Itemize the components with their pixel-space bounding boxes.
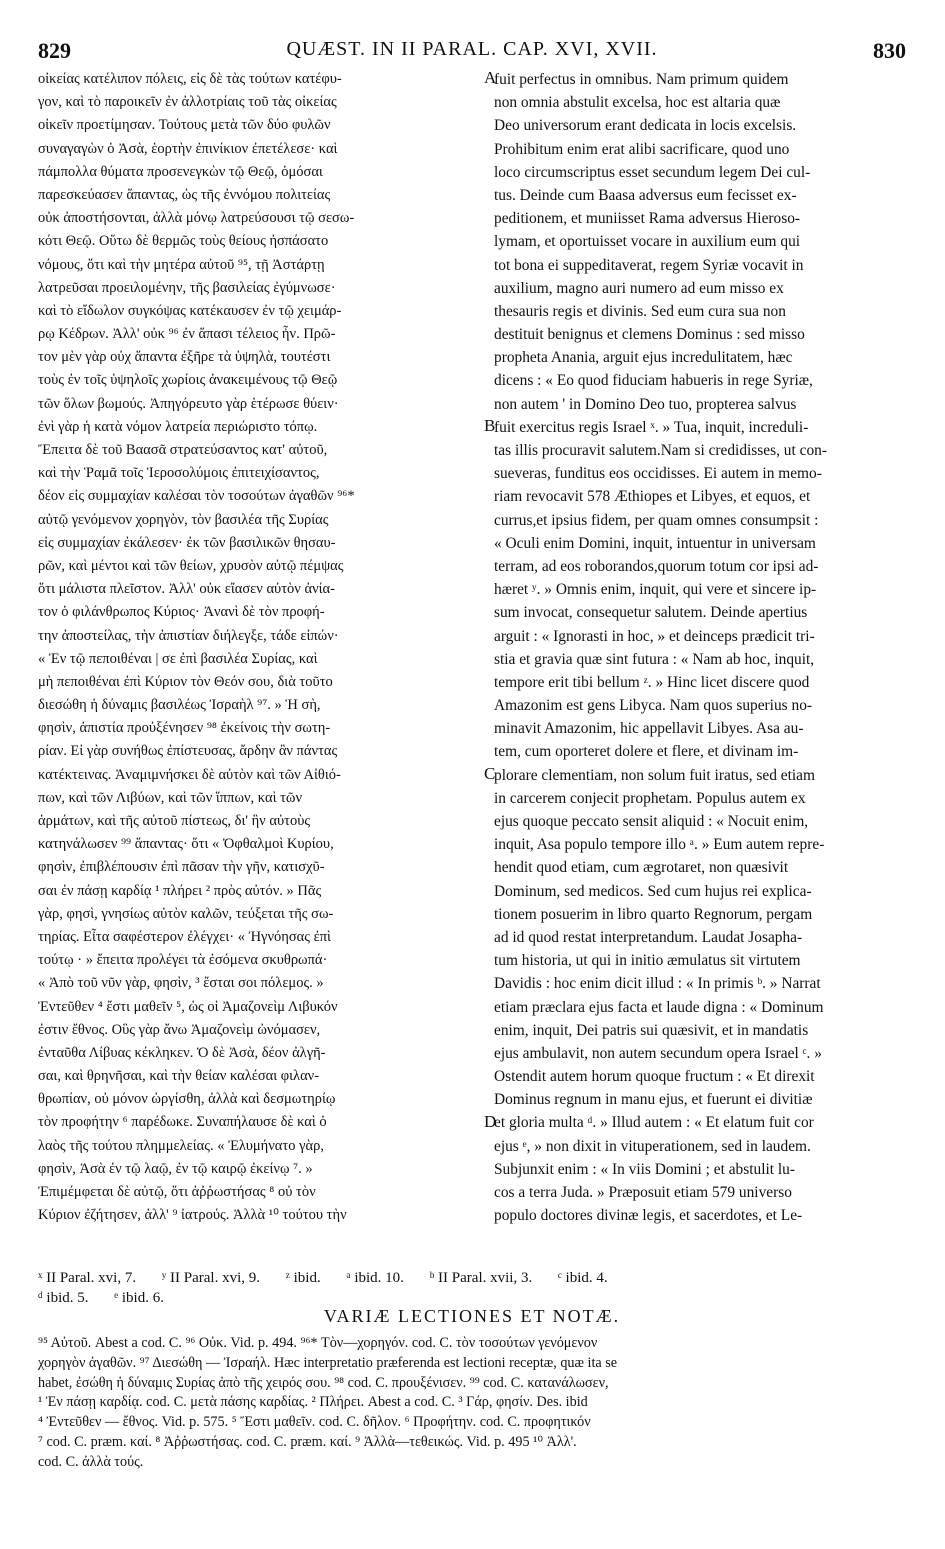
latin-text-line: fuit perfectus in omnibus. Nam primum quidem <box>494 71 789 88</box>
page-number-right: 830 <box>873 38 906 63</box>
latin-column <box>494 68 906 1227</box>
latin-text-line: dicens : « Eo quod fiduciam habueris in rege Syriæ, <box>494 372 813 390</box>
greek-text-line: δέον εἰς συμμαχίαν καλέσαι τὸν τοσούτων ἀγαθῶν ⁹⁶* <box>38 488 355 505</box>
latin-text-line: minavit Amazonim, hic appellavit Libyes. Asa au- <box>494 720 804 738</box>
latin-text-line: auxilium, magno auri numero ad eum misso ex <box>494 279 784 297</box>
greek-text-line: Ἐντεῦθεν ⁴ ἔστι μαθεῖν ⁵, ὡς οἱ Ἀμαζονεὶμ Λιβυκόν <box>38 998 338 1015</box>
scripture-ref: ʸ II Paral. xvi, 9. <box>161 1270 261 1286</box>
scripture-ref-row <box>38 1268 906 1288</box>
greek-text-line: κατηνάλωσεν ⁹⁹ ἅπαντας· ὅτι « Ὀφθαλμοὶ Κυρίου, <box>38 836 334 853</box>
note-line: cod. C. ἀλλὰ τούς. <box>38 1453 144 1470</box>
latin-text-line: ejus ᵉ, » non dixit in vituperationem, sed in laudem. <box>494 1137 811 1155</box>
latin-text-line: fuit exercitus regis Israel ˣ. » Tua, inquit, increduli- <box>494 418 809 436</box>
greek-text-line: « Ἀπὸ τοῦ νῦν γὰρ, φησὶν, ³ ἔσται σοι πόλεμος. » <box>38 975 324 992</box>
greek-text-line: ρῳ Κέδρων. Ἀλλ' οὐκ ⁹⁶ ἐν ἅπασι τέλειος ἦν. Πρῶ- <box>38 326 336 343</box>
greek-text-line: φησὶν, Ἀσὰ ἐν τῷ λαῷ, ἐν τῷ καιρῷ ἐκείνῳ ⁷. » <box>38 1160 313 1177</box>
greek-text-line: ἐνὶ γὰρ ἡ κατὰ νόμον λατρεία περιώριστο τόπῳ. <box>38 418 318 435</box>
latin-text-line: currus,et ipsius fidem, per quam omnes consumpsit : <box>494 511 819 529</box>
greek-text-line: καὶ τὴν Ῥαμᾶ τοῖς Ἱεροσολύμοις ἐπιτειχίσαντος, <box>38 465 320 482</box>
latin-text-line: Amazonim est gens Libyca. Nam quos superius no- <box>494 697 813 715</box>
latin-text-line: Davidis : hoc enim dicit illud : « In primis ᵇ. » Narrat <box>494 975 821 993</box>
greek-text-line: τον ὁ φιλάνθρωπος Κύριος· Ἀνανὶ δὲ τὸν προφή- <box>38 604 325 621</box>
latin-text-line: stia et gravia quæ sint futura : « Nam ab hoc, inquit, <box>494 650 815 668</box>
greek-text-line: πων, καὶ τῶν Λιβύων, καὶ τῶν ἵππων, καὶ τῶν <box>38 789 303 806</box>
latin-text-line: non omnia abstulit excelsa, hoc est altaria quæ <box>494 94 781 112</box>
greek-text-line: λατρεῦσαι προειλομένην, τῆς βασιλείας ἐγύμνωσε· <box>38 279 336 296</box>
greek-text-line: σαι, καὶ θρηνῆσαι, καὶ τὴν θείαν καλέσαι φιλαν- <box>38 1068 320 1085</box>
greek-text-line: θρωπίαν, οὐ μόνον ὠργίσθη, ἀλλὰ καὶ δεσμωτηρίῳ <box>38 1091 336 1108</box>
scripture-references <box>38 1268 906 1308</box>
greek-text-line: ρῶν, καὶ μέντοι καὶ τῶν θείων, χρυσὸν αὐτῷ πέμψας <box>38 557 344 574</box>
section-marker: A <box>484 68 497 87</box>
latin-text-line: tem, cum oporteret dolere et flere, et divinam im- <box>494 743 799 761</box>
greek-text-line: κότι Θεῷ. Οὕτω δὲ θερμῶς τοὺς θείους ἠσπάσατο <box>38 233 329 250</box>
scripture-ref: ᵈ ibid. 5. <box>38 1290 89 1306</box>
greek-text-line: νόμους, ὅτι καὶ τὴν μητέρα αὐτοῦ ⁹⁵, τῇ Ἀστάρτῃ <box>38 256 325 273</box>
latin-text-line: thesauris regis et divinis. Sed eum cura sua non <box>494 302 786 320</box>
scripture-ref: ᶻ ibid. <box>285 1270 321 1286</box>
note-line: ⁷ cod. C. præm. καί. ⁸ Ἀῤῥωστήσας. cod. C. præm. καί. ⁹ Ἀλλὰ—τεθεικώς. Vid. p. 495 ¹⁰ Ἀλλ'. <box>38 1433 577 1450</box>
latin-text-line: riam revocavit 578 Æthiopes et Libyes, et equos, et <box>494 488 811 506</box>
note-line: ⁹⁵ Αὐτοῦ. Abest a cod. C. ⁹⁶ Οὐκ. Vid. p. 494. ⁹⁶* Τὸν—χορηγόν. cod. C. τὸν τοσούτων γενόμενον <box>38 1335 598 1351</box>
note-line: ⁴ Ἐντεῦθεν — ἔθνος. Vid. p. 575. ⁵ Ἔστι μαθεῖν. cod. C. δῆλον. ⁶ Προφήτην. cod. C. προφητικόν <box>38 1414 591 1431</box>
scripture-ref: ᶜ ibid. 4. <box>557 1270 608 1286</box>
latin-text-line: plorare clementiam, non solum fuit iratus, sed etiam <box>494 766 815 784</box>
latin-text-line: ejus quoque peccato sensit aliquid : « Nocuit enim, <box>494 813 809 830</box>
latin-text-line: tus. Deinde cum Baasa adversus eum fecisset ex- <box>494 186 797 204</box>
latin-text-line: tot bona ei suppeditaverat, regem Syriæ vocavit in <box>494 256 804 274</box>
greek-text-line: οὐκ ἀποστήσονται, ἀλλὰ μόνῳ λατρεύσουσι τῷ σεσω- <box>38 210 355 227</box>
latin-text-line: hæret ʸ. » Omnis enim, inquit, qui vere et sincere ip- <box>494 581 817 599</box>
latin-text-line: inquit, Asa populo tempore illo ᵃ. » Eum autem repre- <box>494 836 825 854</box>
scripture-ref: ᵃ ibid. 10. <box>346 1270 404 1286</box>
latin-text-line: loco circumscriptus esset secundum legem Dei cul- <box>494 163 811 181</box>
greek-text-line: αὐτῷ γενόμενον χορηγὸν, τὸν βασιλέα τῆς Συρίας <box>38 511 329 528</box>
greek-text-line: Ἐπιμέμφεται δὲ αὐτῷ, ὅτι ἀῤῥωστήσας ⁸ οὐ τὸν <box>38 1184 316 1200</box>
greek-text-line: τούτῳ · » ἔπειτα προλέγει τὰ ἐσόμενα σκυθρωπά· <box>38 952 328 969</box>
greek-text-line: κατέκτεινας. Ἀναμιμνήσκει δὲ αὐτὸν καὶ τῶν Αἰθιό- <box>38 766 341 783</box>
greek-text-line: εἰς συμμαχίαν ἐκάλεσεν· ἐκ τῶν βασιλικῶν θησαυ- <box>38 534 336 551</box>
note-line: ¹ Ἐν πάσῃ καρδίᾳ. cod. C. μετὰ πάσης καρδίας. ² Πλήρει. Abest a cod. C. ³ Γάρ, φησίν. Des. ibid <box>38 1394 588 1411</box>
greek-text-line: ὅτι μάλιστα πλεῖστον. Ἀλλ' οὐκ εἴασεν αὐτὸν ἀνία- <box>38 581 335 598</box>
latin-text-line: Prohibitum enim erat alibi sacrificare, quod uno <box>494 140 790 158</box>
latin-text-line: tionem posuerim in libro quarto Regnorum, pergam <box>494 905 813 923</box>
latin-text-line: tum historia, ut qui in initio æmulatus sit virtutem <box>494 952 801 970</box>
latin-text-line: tas illis procuravit salutem.Nam si credidisses, ut con- <box>494 442 827 459</box>
greek-text-line: τον μὲν γὰρ οὐχ ἅπαντα ἐξῆρε τὰ ὑψηλὰ, τουτέστι <box>38 349 331 366</box>
greek-text-line: συναγαγὼν ὁ Ἀσὰ, ἑορτὴν ἐπινίκιον ἐπετέλεσε· καὶ <box>38 140 338 157</box>
scripture-ref: ᵇ II Paral. xvii, 3. <box>429 1270 533 1286</box>
section-marker: C <box>484 764 496 783</box>
greek-text-line: μὴ πεποιθέναι ἐπὶ Κύριον τὸν Θεόν σου, διὰ τοῦτο <box>38 673 333 690</box>
greek-text-line: γὰρ, φησὶ, γνησίως αὐτὸν καλῶν, τεύξεται τῆς σω- <box>38 905 334 922</box>
latin-text-line: etiam præclara ejus facta et laude digna : « Dominum <box>494 998 824 1016</box>
greek-text-line: Ἔπειτα δὲ τοῦ Βαασᾶ στρατεύσαντος κατ' αὐτοῦ, <box>38 442 328 458</box>
running-header <box>38 30 906 64</box>
scripture-ref-row <box>38 1288 906 1308</box>
greek-text-line: τοὺς ἐν τοῖς ὑψηλοῖς χωρίοις ἀνακειμένους τῷ Θεῷ <box>38 372 338 389</box>
variant-readings <box>38 1334 906 1473</box>
latin-text-line: ad id quod restat interpretandum. Laudat Josapha- <box>494 928 803 946</box>
latin-text-line: Dominus regnum in manu ejus, et fuerunt ei divitiæ <box>494 1091 813 1109</box>
latin-text-line: in carcerem conjecit prophetam. Populus autem ex <box>494 789 806 807</box>
greek-text-line: πάμπολλα θύματα προσενεγκὼν τῷ Θεῷ, ὁμόσαι <box>38 163 323 180</box>
latin-text-line: hendit quod etiam, cum ægrotaret, non quæsivit <box>494 859 789 877</box>
section-marker: B <box>484 416 496 435</box>
latin-text-line: Subjunxit enim : « In viis Domini ; et abstulit lu- <box>494 1160 795 1178</box>
greek-text-line: « Ἐν τῷ πεποιθέναι | σε ἐπὶ βασιλέα Συρίας, καὶ <box>38 650 318 667</box>
scripture-ref: ᵉ ibid. 6. <box>114 1290 164 1306</box>
latin-text-line: et gloria multa ᵈ. » Illud autem : « Et elatum fuit cor <box>494 1114 814 1132</box>
scripture-ref: ˣ II Paral. xvi, 7. <box>38 1270 137 1286</box>
section-marker: D <box>484 1112 497 1131</box>
latin-text-line: sum invocat, consequetur salutem. Deinde apertius <box>494 604 808 622</box>
greek-text-line: σαι ἐν πάσῃ καρδίᾳ ¹ πλήρει ² πρὸς αὐτόν. » Πᾶς <box>38 882 322 899</box>
greek-text-line: παρεσκεύασεν ἅπαντας, ὡς τῆς ἐννόμου πολιτείας <box>38 186 331 203</box>
note-line: habet, ἐσώθη ἡ δύναμις Συρίας ἀπὸ τῆς χειρός σου. ⁹⁸ cod. C. προυξένισεν. ⁹⁹ cod. C. κατανάλωσεν, <box>38 1374 609 1391</box>
greek-text-line: οἰκεῖν προετίμησαν. Τούτους μετὰ τῶν δύο φυλῶν <box>38 117 331 134</box>
greek-text-line: τηρίας. Εἶτα σαφέστερον ἐλέγχει· « Ἠγνόησας ἐπὶ <box>38 928 331 945</box>
greek-text-line: ἁρμάτων, καὶ τῆς αὐτοῦ πίστεως, δι' ἣν αὐτοὺς <box>38 813 311 829</box>
latin-text-line: Dominum, sed medicos. Sed cum hujus rei explica- <box>494 882 812 900</box>
greek-text-line: διεσώθη ἡ δύναμις βασιλέως Ἰσραὴλ ⁹⁷. » Ἡ σὴ, <box>38 697 321 714</box>
greek-column <box>38 68 482 1227</box>
latin-text-line: arguit : « Ignorasti in hoc, » et deinceps prædicit tri- <box>494 627 815 645</box>
note-line: χορηγὸν ἀγαθῶν. ⁹⁷ Διεσώθη — Ἰσραήλ. Hæc interpretatio præferenda est lectioni receptæ, quæ ita se <box>38 1354 618 1371</box>
greek-text-line: τῶν ὅλων βωμούς. Ἀπηγόρευτο γὰρ ἑτέρωσε θύειν· <box>38 395 339 412</box>
greek-text-line: ἐστιν ἔθνος. Οὓς γὰρ ἄνω Ἀμαζονεὶμ ὠνόμασεν, <box>38 1021 321 1038</box>
greek-text-line: φησὶν, ἀπιστία προὐξένησεν ⁹⁸ ἐκείνοις τὴν σωτη- <box>38 720 331 737</box>
latin-text-line: enim, inquit, Dei patris sui quæsivit, et in mandatis <box>494 1021 809 1039</box>
greek-text-line: καὶ τὸ εἴδωλον συγκόψας κατέκαυσεν ἐν τῷ χειμάρ- <box>38 302 342 319</box>
greek-text-line: την ἀποστείλας, τὴν ἀπιστίαν διήλεγξε, τάδε εἰπών· <box>38 627 339 644</box>
latin-text-line: non autem ' in Domino Deo tuo, propterea salvus <box>494 395 797 413</box>
latin-text-line: cos a terra Juda. » Præposuit etiam 579 universo <box>494 1184 792 1201</box>
latin-text-line: « Oculi enim Domini, inquit, intuentur in universam <box>494 534 816 552</box>
latin-text-line: Deo universorum erant dedicata in locis excelsis. <box>494 117 797 135</box>
latin-text-line: sueveras, funditus eos occidisses. Ei autem in memo- <box>494 465 822 483</box>
latin-text-line: peditionem, et muniisset Rama adversus Hieroso- <box>494 210 801 228</box>
greek-text-line: Κύριον ἐζήτησεν, ἀλλ' ⁹ ἰατρούς. Ἀλλὰ ¹⁰ τούτου τὴν <box>38 1207 347 1224</box>
latin-text-line: terram, ad eos roborandos,quorum totum cor ipsi ad- <box>494 557 819 575</box>
greek-text-line: φησὶν, ἐπιβλέπουσιν ἐπὶ πᾶσαν τὴν γῆν, κατισχῦ- <box>38 859 325 876</box>
latin-text-line: tempore erit tibi bellum ᶻ. » Hinc licet discere quod <box>494 673 810 691</box>
latin-text-line: destituit benignus et clemens Dominus : sed misso <box>494 326 805 344</box>
latin-text-line: populo doctores divinæ legis, et sacerdotes, et Le- <box>494 1207 803 1225</box>
greek-text-line: λαὸς τῆς τούτου πλημμελείας. « Ἐλυμήνατο γὰρ, <box>38 1137 324 1154</box>
running-title: QUÆST. IN II PARAL. CAP. XVI, XVII. <box>286 38 658 60</box>
greek-text-line: ρίαν. Εἰ γὰρ συνήθως ἐπίστευσας, ἄρδην ἂν πάντας <box>38 743 338 760</box>
greek-text-line: οἰκείας κατέλιπον πόλεις, εἰς δὲ τὰς τούτων κατέφυ- <box>38 71 342 87</box>
greek-text-line: τὸν προφήτην ⁶ παρέδωκε. Συναπήλαυσε δὲ καὶ ὁ <box>38 1114 327 1131</box>
latin-text-line: lymam, et oportuisset vocare in auxilium eum qui <box>494 233 801 251</box>
greek-text-line: ἐνταῦθα Λίβυας κέκληκεν. Ὁ δὲ Ἀσὰ, δέον ἀλγῆ- <box>38 1044 326 1061</box>
latin-text-line: Ostendit autem horum quoque fructum : « Et direxit <box>494 1068 815 1086</box>
latin-text-line: ejus ambulavit, non autem secundum opera Israel ᶜ. » <box>494 1044 822 1062</box>
page-number-left: 829 <box>38 38 71 63</box>
notes-heading: VARIÆ LECTIONES ET NOTÆ. <box>323 1306 621 1326</box>
greek-text-line: γον, καὶ τὸ παροικεῖν ἐν ἀλλοτρίαις τοῦ τὰς οἰκείας <box>38 94 337 111</box>
latin-text-line: propheta Anania, arguit ejus incredulitatem, hæc <box>494 349 793 367</box>
